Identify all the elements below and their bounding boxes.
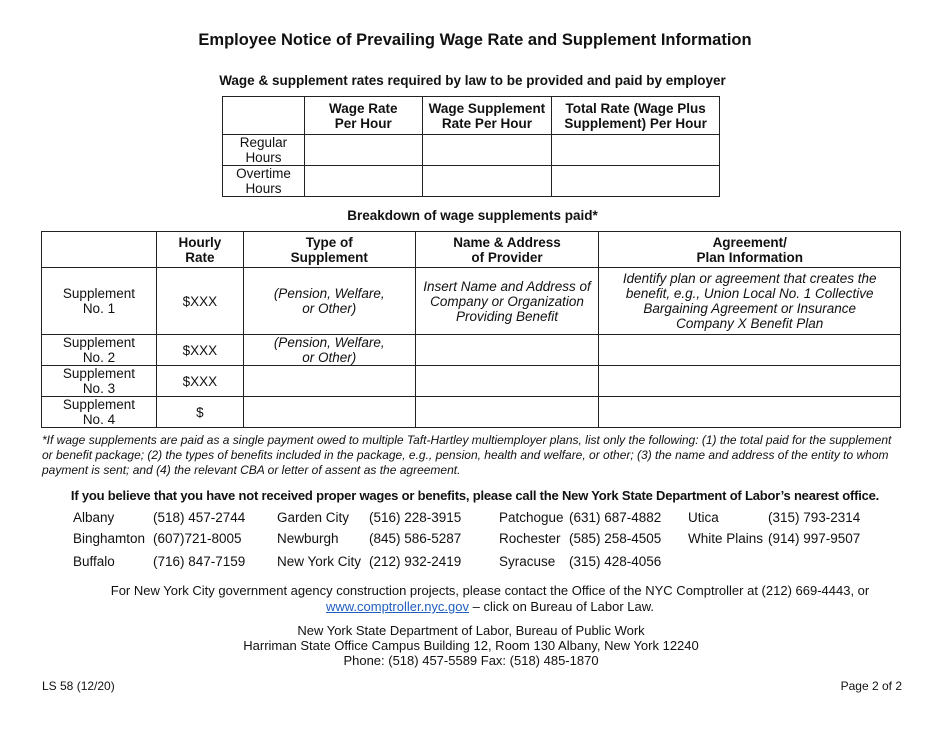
- office-phone: (631) 687-4882: [569, 510, 662, 525]
- wage-rates-table: [222, 96, 720, 197]
- nyc-link-suffix: – click on Bureau of Labor Law.: [469, 599, 655, 614]
- row-label: Supplement No. 4: [42, 397, 157, 428]
- office-city: Buffalo: [73, 554, 115, 569]
- form-number: LS 58 (12/20): [42, 679, 115, 693]
- office-phone: (315) 428-4056: [569, 554, 662, 569]
- address-line: Harriman State Office Campus Building 12, Room 130 Albany, New York 12240: [243, 638, 699, 653]
- header-plan-information: Agreement/ Plan Information: [599, 232, 901, 268]
- plan-information-cell[interactable]: [599, 397, 901, 428]
- regular-supplement-rate-cell[interactable]: [422, 135, 552, 166]
- row-label: Regular Hours: [223, 135, 305, 166]
- table-row-supplement-3: [42, 366, 901, 397]
- header-blank: [223, 97, 305, 135]
- hourly-rate-cell[interactable]: $: [156, 397, 243, 428]
- office-phone: (914) 997-9507: [768, 531, 861, 546]
- office-phone: (212) 932-2419: [369, 554, 462, 569]
- plan-information-cell[interactable]: Identify plan or agreement that creates the benefit, e.g., Union Local No. 1 Collective Bargaining Agreement or Insurance Company X Benefit Plan: [599, 268, 901, 335]
- supplement-type-cell[interactable]: [243, 366, 415, 397]
- provider-cell[interactable]: [415, 397, 599, 428]
- table-header-row: [42, 232, 901, 268]
- supplement-type-cell[interactable]: (Pension, Welfare, or Other): [243, 335, 415, 366]
- nyc-notice-text: For New York City government agency construction projects, please contact the Office of the NYC Comptroller at (212) 669-4443, or: [110, 583, 870, 598]
- plan-information-cell[interactable]: [599, 366, 901, 397]
- comptroller-link[interactable]: www.comptroller.nyc.gov: [325, 599, 470, 614]
- office-city: New York City: [277, 554, 362, 569]
- table-row-supplement-2: [42, 335, 901, 366]
- office-phone: (607)721-8005: [153, 531, 242, 546]
- hourly-rate-cell[interactable]: $XXX: [156, 268, 243, 335]
- hourly-rate-cell[interactable]: $XXX: [156, 335, 243, 366]
- office-city: Patchogue: [499, 510, 564, 525]
- contact-callout: If you believe that you have not received proper wages or benefits, please call the New York State Department of Labor’s nearest office.: [70, 488, 880, 503]
- office-city: Garden City: [277, 510, 350, 525]
- row-label: Overtime Hours: [223, 166, 305, 197]
- overtime-supplement-rate-cell[interactable]: [422, 166, 552, 197]
- document-title: Employee Notice of Prevailing Wage Rate and Supplement Information: [198, 31, 752, 49]
- table-row-regular-hours: [223, 135, 720, 166]
- agency-address: [0, 623, 942, 668]
- office-city: Binghamton: [73, 531, 146, 546]
- office-phone: (845) 586-5287: [369, 531, 462, 546]
- table-row-supplement-1: [42, 268, 901, 335]
- office-phone: (716) 847-7159: [153, 554, 246, 569]
- header-total-rate: Total Rate (Wage Plus Supplement) Per Hour: [552, 97, 720, 135]
- regular-wage-rate-cell[interactable]: [304, 135, 422, 166]
- office-phone: (518) 457-2744: [153, 510, 246, 525]
- office-phone: (516) 228-3915: [369, 510, 462, 525]
- office-city: White Plains: [688, 531, 764, 546]
- header-supplement-rate: Wage Supplement Rate Per Hour: [422, 97, 552, 135]
- office-city: Rochester: [499, 531, 561, 546]
- hourly-rate-cell[interactable]: $XXX: [156, 366, 243, 397]
- provider-cell[interactable]: [415, 335, 599, 366]
- address-line: New York State Department of Labor, Bureau of Public Work: [297, 623, 645, 638]
- overtime-wage-rate-cell[interactable]: [304, 166, 422, 197]
- table-header-row: [223, 97, 720, 135]
- office-city: Syracuse: [499, 554, 556, 569]
- office-city: Albany: [73, 510, 115, 525]
- header-type-of-supplement: Type of Supplement: [243, 232, 415, 268]
- supplement-type-cell[interactable]: [243, 397, 415, 428]
- header-wage-rate: Wage Rate Per Hour: [304, 97, 422, 135]
- table-row-overtime-hours: [223, 166, 720, 197]
- table-row-supplement-4: [42, 397, 901, 428]
- rates-subtitle: Wage & supplement rates required by law to be provided and paid by employer: [219, 73, 726, 88]
- supplement-type-cell[interactable]: (Pension, Welfare, or Other): [243, 268, 415, 335]
- row-label: Supplement No. 3: [42, 366, 157, 397]
- breakdown-title: Breakdown of wage supplements paid*: [347, 208, 598, 223]
- supplements-breakdown-table: [41, 231, 901, 428]
- plan-information-cell[interactable]: [599, 335, 901, 366]
- office-city: Utica: [688, 510, 719, 525]
- address-line: Phone: (518) 457-5589 Fax: (518) 485-1870: [343, 653, 599, 668]
- header-provider: Name & Address of Provider: [415, 232, 599, 268]
- row-label: Supplement No. 2: [42, 335, 157, 366]
- provider-cell[interactable]: Insert Name and Address of Company or Organization Providing Benefit: [415, 268, 599, 335]
- office-phone: (315) 793-2314: [768, 510, 861, 525]
- header-hourly-rate: Hourly Rate: [156, 232, 243, 268]
- provider-cell[interactable]: [415, 366, 599, 397]
- row-label: Supplement No. 1: [42, 268, 157, 335]
- nyc-comptroller-notice: [60, 583, 920, 615]
- header-blank: [42, 232, 157, 268]
- regular-total-rate-cell[interactable]: [552, 135, 720, 166]
- office-city: Newburgh: [277, 531, 339, 546]
- overtime-total-rate-cell[interactable]: [552, 166, 720, 197]
- breakdown-footnote: *If wage supplements are paid as a single payment owed to multiple Taft-Hartley multiemployer plans, list only the following: (1) the total paid for the supplement or benefit package; (2) the types of benefits included in the package, e.g., pension, health and welfare, or other; (3) the name and address of the entity to whom payment is sent; and (4) the relevant CBA or letter of assent as the agreement.: [42, 433, 892, 477]
- page-number: Page 2 of 2: [840, 679, 902, 693]
- office-phone: (585) 258-4505: [569, 531, 662, 546]
